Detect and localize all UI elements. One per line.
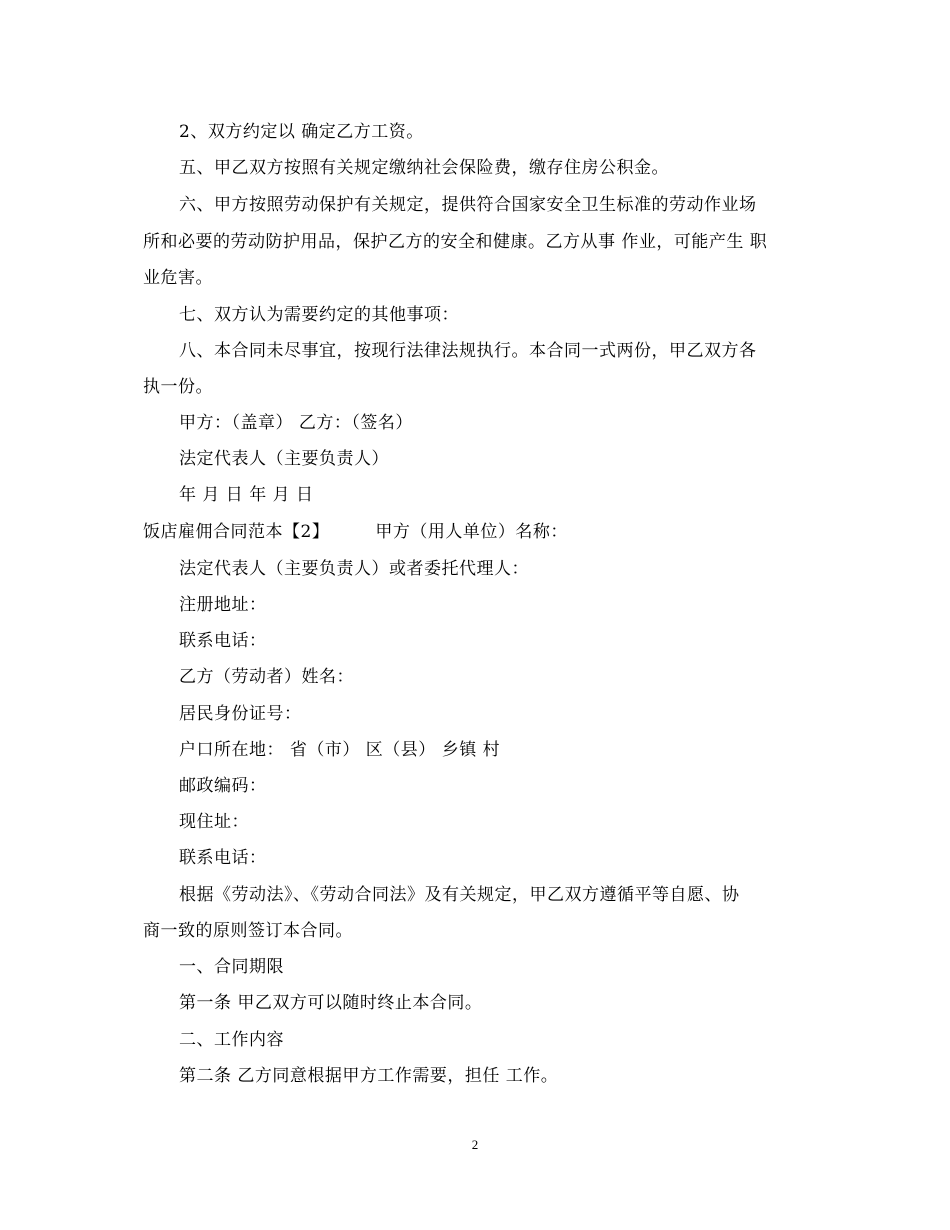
text-line: 2、双方约定以 确定乙方工资。: [179, 122, 424, 142]
text-line: 现住址：: [179, 812, 249, 832]
text-line: 七、双方认为需要约定的其他事项：: [179, 305, 459, 325]
text-line: 六、甲方按照劳动保护有关规定，提供符合国家安全卫生标准的劳动作业场: [179, 195, 757, 215]
text-line: 乙方（劳动者）姓名：: [179, 667, 354, 687]
text-line: 五、甲乙双方按照有关规定缴纳社会保险费，缴存住房公积金。: [179, 158, 669, 178]
text-line: 法定代表人（主要负责人）: [179, 449, 389, 469]
text-line: 根据《劳动法》、《劳动合同法》及有关规定，甲乙双方遵循平等自愿、协: [179, 885, 740, 905]
text-line: 居民身份证号：: [179, 704, 302, 724]
text-line: 邮政编码：: [179, 776, 267, 796]
text-line: 二、工作内容: [179, 1030, 284, 1050]
text-line: 执一份。: [143, 377, 213, 397]
text-line: 一、合同期限: [179, 957, 284, 977]
page-number: 2: [471, 1137, 479, 1152]
contract-title: 饭店雇佣合同范本【2】: [143, 522, 330, 542]
text-line: 户口所在地： 省（市） 区（县） 乡镇 村: [179, 740, 501, 760]
signature-line: 甲方：（盖章） 乙方：（签名）: [179, 413, 413, 433]
employer-name-label: 甲方（用人单位）名称：: [375, 522, 568, 542]
section-heading-line: [143, 521, 568, 543]
date-line: 年 月 日 年 月 日: [179, 485, 314, 505]
text-line: 八、本合同未尽事宜，按现行法律法规执行。本合同一式两份，甲乙双方各: [179, 341, 757, 361]
text-line: 业危害。: [143, 268, 213, 288]
text-line: 联系电话：: [179, 848, 267, 868]
text-line: 注册地址：: [179, 595, 267, 615]
text-line: 联系电话：: [179, 631, 267, 651]
text-line: 第一条 甲乙双方可以随时终止本合同。: [179, 993, 483, 1013]
text-line: 所和必要的劳动防护用品，保护乙方的安全和健康。乙方从事 作业，可能产生 职: [143, 232, 768, 252]
text-line: 商一致的原则签订本合同。: [143, 921, 353, 941]
text-line: 第二条 乙方同意根据甲方工作需要，担任 工作。: [179, 1066, 559, 1086]
text-line: 法定代表人（主要负责人）或者委托代理人：: [179, 559, 529, 579]
